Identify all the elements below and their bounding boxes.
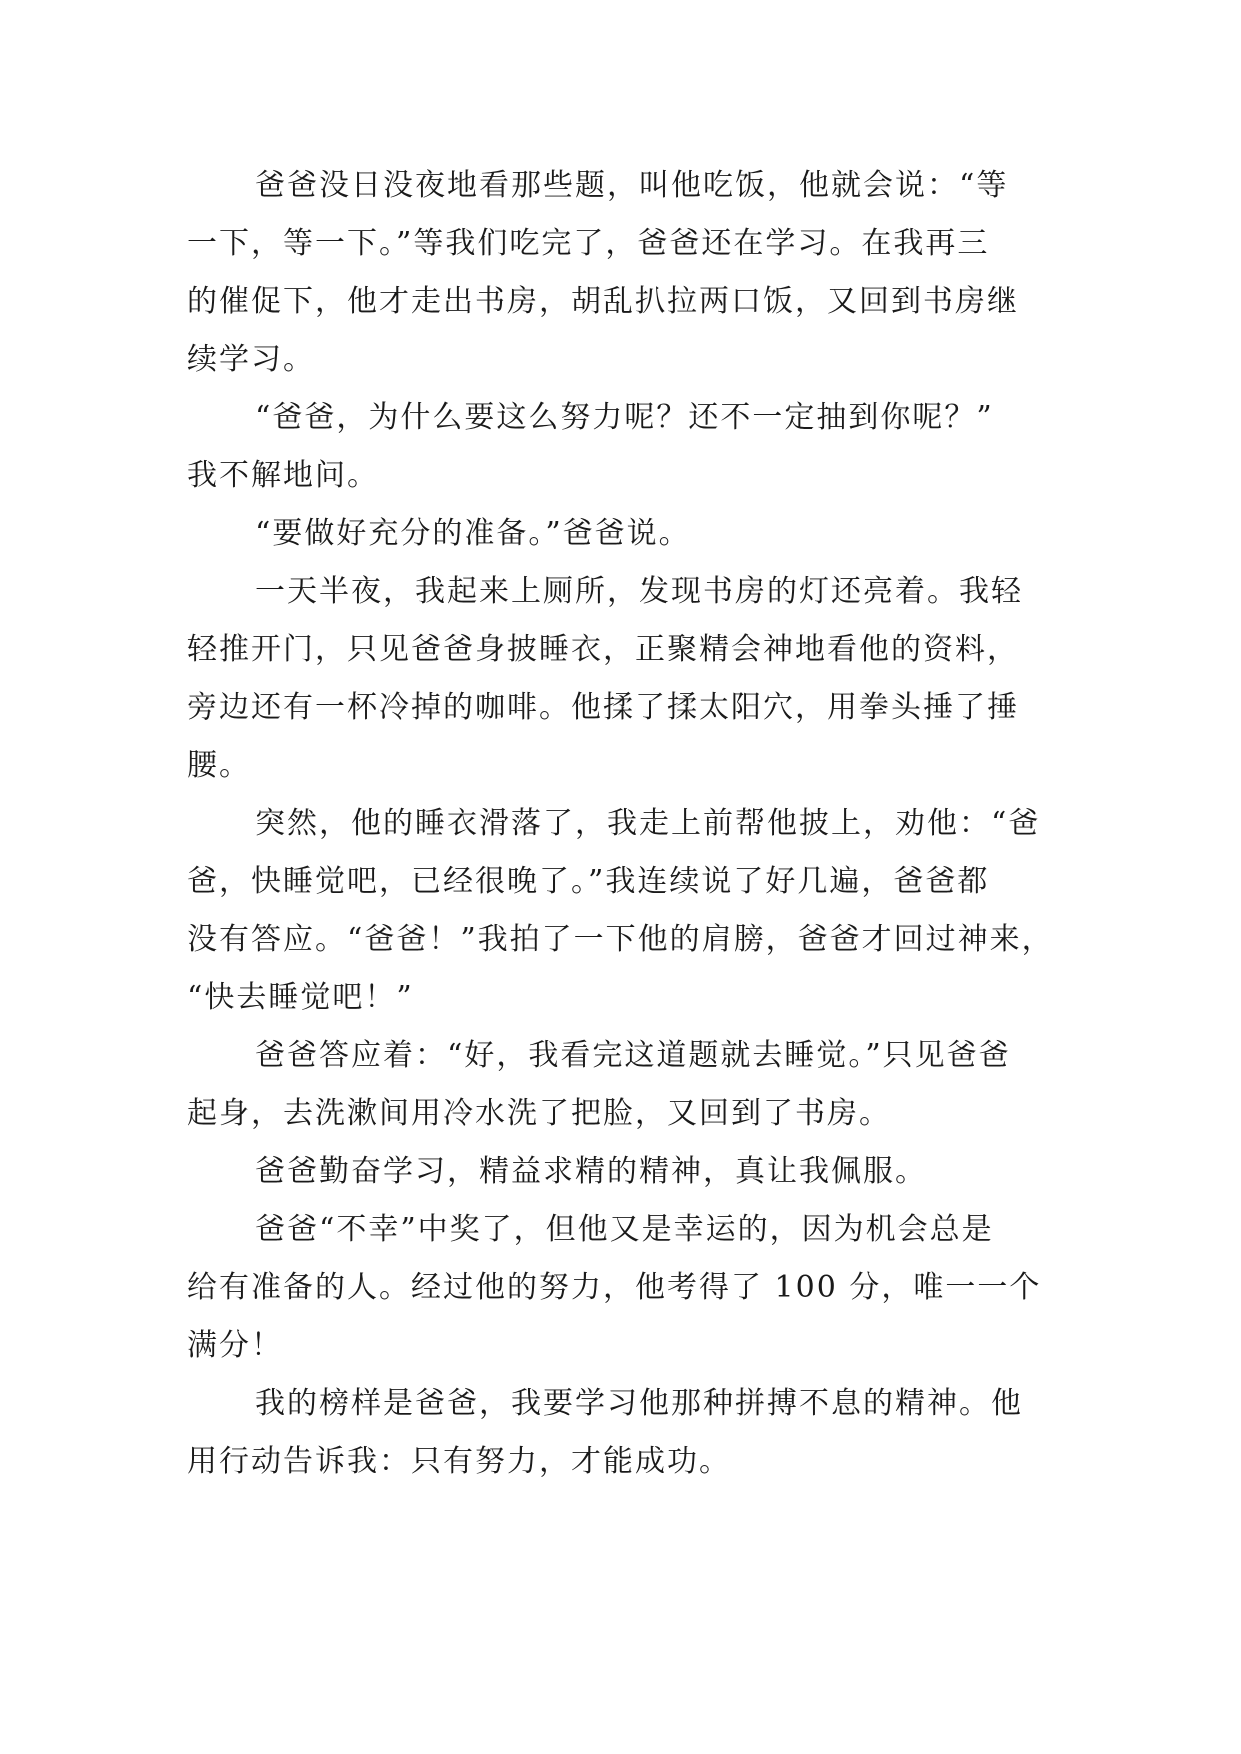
paragraph-line: “要做好充分的准备。”爸爸说。 xyxy=(255,516,691,551)
paragraph-9 xyxy=(187,1375,1067,1491)
paragraph-line: 爸爸答应着：“好，我看完这道题就去睡觉。”只见爸爸 xyxy=(255,1038,1011,1073)
paragraph-line: 起身，去洗漱间用冷水洗了把脸，又回到了书房。 xyxy=(187,1096,891,1131)
paragraph-line: 用行动告诉我：只有努力，才能成功。 xyxy=(187,1444,731,1479)
paragraph-line: 爸爸“不幸”中奖了，但他又是幸运的，因为机会总是 xyxy=(255,1212,994,1247)
paragraph-line: 轻推开门，只见爸爸身披睡衣，正聚精会神地看他的资料， xyxy=(187,632,1019,667)
paragraph-2 xyxy=(187,389,1067,505)
paragraph-5 xyxy=(187,795,1067,1027)
paragraph-line: 给有准备的人。经过他的努力，他考得了 100 分，唯一一个 xyxy=(187,1270,1042,1305)
document-body xyxy=(187,157,1067,1491)
paragraph-line: 续学习。 xyxy=(187,342,315,377)
paragraph-line: 的催促下，他才走出书房，胡乱扒拉两口饭，又回到书房继 xyxy=(187,284,1019,319)
paragraph-line: 腰。 xyxy=(187,748,251,783)
paragraph-line: 爸爸没日没夜地看那些题，叫他吃饭，他就会说：“等 xyxy=(255,168,1009,203)
paragraph-4 xyxy=(187,563,1067,795)
paragraph-line: 爸，快睡觉吧，已经很晚了。”我连续说了好几遍，爸爸都 xyxy=(187,864,990,899)
paragraph-6 xyxy=(187,1027,1067,1143)
paragraph-3 xyxy=(187,505,1067,563)
paragraph-line: 一天半夜，我起来上厕所，发现书房的灯还亮着。我轻 xyxy=(255,574,1023,609)
paragraph-line: 没有答应。“爸爸！”我拍了一下他的肩膀，爸爸才回过神来， xyxy=(187,922,1054,957)
paragraph-line: 我的榜样是爸爸，我要学习他那种拼搏不息的精神。他 xyxy=(255,1386,1023,1421)
paragraph-line: 满分！ xyxy=(187,1328,283,1363)
paragraph-7 xyxy=(187,1143,1067,1201)
paragraph-line: 我不解地问。 xyxy=(187,458,379,493)
paragraph-line: “爸爸，为什么要这么努力呢？还不一定抽到你呢？” xyxy=(255,400,994,435)
paragraph-line: 一下，等一下。”等我们吃完了，爸爸还在学习。在我再三 xyxy=(187,226,990,261)
paragraph-8 xyxy=(187,1201,1067,1375)
paragraph-line: 突然，他的睡衣滑落了，我走上前帮他披上，劝他：“爸 xyxy=(255,806,1041,841)
paragraph-1 xyxy=(187,157,1067,389)
paragraph-line: 爸爸勤奋学习，精益求精的精神，真让我佩服。 xyxy=(255,1154,927,1189)
paragraph-line: “快去睡觉吧！” xyxy=(187,980,414,1015)
paragraph-line: 旁边还有一杯冷掉的咖啡。他揉了揉太阳穴，用拳头捶了捶 xyxy=(187,690,1019,725)
